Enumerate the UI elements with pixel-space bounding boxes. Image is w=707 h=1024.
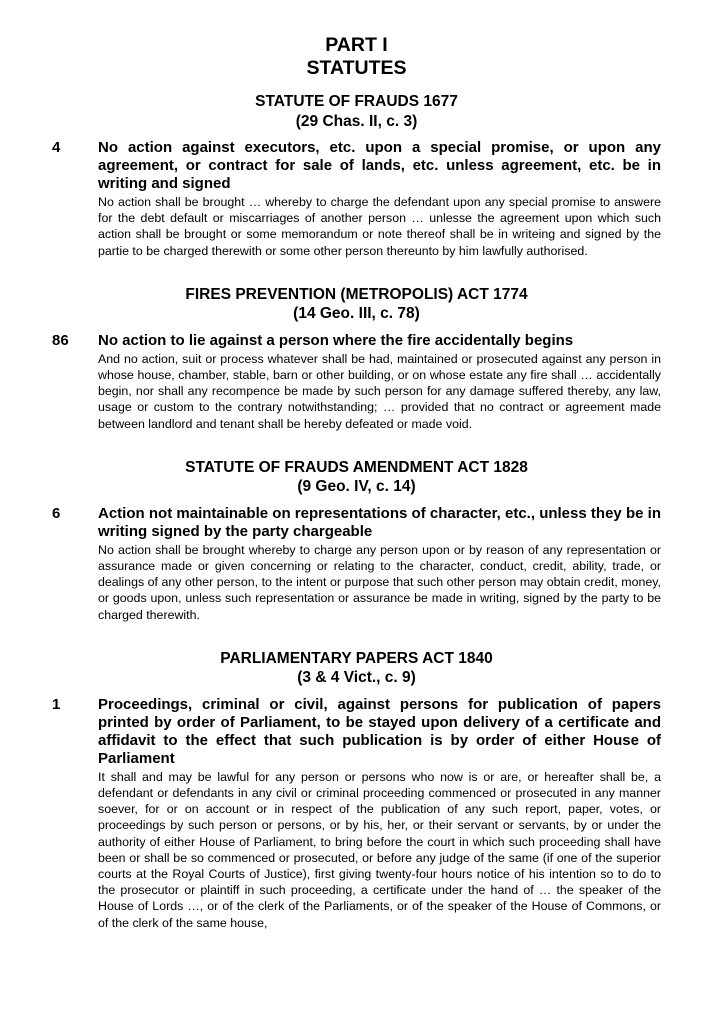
section-body (98, 505, 661, 623)
statute-parliamentary-papers-1840 (52, 649, 661, 931)
statute-name: FIRES PREVENTION (METROPOLIS) ACT 1774 (185, 285, 528, 303)
section-heading: Proceedings, criminal or civil, against persons for publication of papers printed by order of Parliament, to be stayed upon delivery of a certificate and affidavit to the effect that such publication is by order of either House of Parliament (98, 695, 661, 767)
statute-citation: (9 Geo. IV, c. 14) (297, 478, 416, 496)
section-body (98, 332, 661, 432)
statute-name: PARLIAMENTARY PAPERS ACT 1840 (220, 649, 493, 667)
part-title: STATUTES (306, 57, 407, 79)
section (52, 505, 661, 623)
section-body (98, 696, 661, 931)
section-text: It shall and may be lawful for any person or persons who now is or are, or hereafter shall be, a defendant or defendants in any civil or criminal proceeding commenced or prosecuted in any manner soever, for or on account or in respect of the publication of any such report, paper, votes, or proceedings by such person or persons, or by his, her, or their servant or servants, by or under the authority of either House of Parliament, to bring before the court in which such proceeding shall have been or shall be so commenced or prosecuted, or before any judge of the same (if one of the superior courts at the Royal Courts of Justice), first giving twenty-four hours notice of his intention so to do to the prosecutor or plaintiff in such proceeding, a certificate under the hand of … the speaker of the House of Lords …, or of the clerk of the Parliaments, or of the speaker of the House of Commons, or of the clerk of the same house, (98, 769, 661, 930)
part-header (52, 34, 661, 80)
statute-title (52, 458, 661, 497)
statute-title (52, 649, 661, 688)
section-body (98, 139, 661, 259)
spacer (52, 259, 661, 285)
statute-citation: (29 Chas. II, c. 3) (295, 112, 418, 130)
spacer (52, 623, 661, 649)
section-number: 6 (52, 504, 61, 522)
spacer (52, 432, 661, 458)
section-text: No action shall be brought … whereby to charge the defendant upon any special promise to answere for the debt default or miscarriages of another person … unlesse the agreement upon which such action shall be brought or some memorandum or note thereof shall be in writeing and signed by the partie to be charged therewith or some other person thereunto by him lawfully authorised. (98, 195, 661, 258)
section-text: And no action, suit or process whatever shall be had, maintained or prosecuted against any person in whose house, chamber, stable, barn or other building, or on whose estate any fire shall … accidentally begin, nor shall any recompence be made by such person for any damage suffered thereby, any law, usage or custom to the contrary notwithstanding; … provided that no contract or agreement made between landlord and tenant shall be hereby defeated or made void. (98, 351, 661, 431)
section-heading: No action to lie against a person where the fire accidentally begins (98, 331, 574, 349)
section-number: 86 (52, 331, 69, 349)
section-heading: Action not maintainable on representations of character, etc., unless they be in writing signed by the party chargeable (98, 504, 661, 540)
section-text: No action shall be brought whereby to charge any person upon or by reason of any representation or assurance made or given concerning or relating to the character, conduct, credit, ability, trade, or dealings of any other person, to the intent or purpose that such other person may obtain credit, money, or goods upon, unless such representation or assurance be made in writing, signed by the party to be charged therewith. (98, 542, 661, 622)
statute-fires-prevention-1774 (52, 285, 661, 432)
statute-name: STATUTE OF FRAUDS 1677 (255, 93, 458, 110)
section-number: 1 (52, 695, 61, 713)
statute-frauds-amendment-1828 (52, 458, 661, 623)
section-heading: No action against executors, etc. upon a special promise, or upon any agreement, or contract for sale of lands, etc. unless agreement, etc. be in writing and signed (98, 139, 661, 192)
section (52, 696, 661, 931)
section-number: 4 (52, 139, 61, 156)
section (52, 139, 661, 259)
statute-title (52, 285, 661, 324)
statute-title (52, 92, 661, 131)
statute-frauds-1677 (52, 92, 661, 259)
section (52, 332, 661, 432)
statute-citation: (3 & 4 Vict., c. 9) (297, 669, 416, 687)
statute-citation: (14 Geo. III, c. 78) (293, 305, 420, 323)
part-label: PART I (325, 34, 388, 56)
statute-name: STATUTE OF FRAUDS AMENDMENT ACT 1828 (185, 458, 528, 476)
